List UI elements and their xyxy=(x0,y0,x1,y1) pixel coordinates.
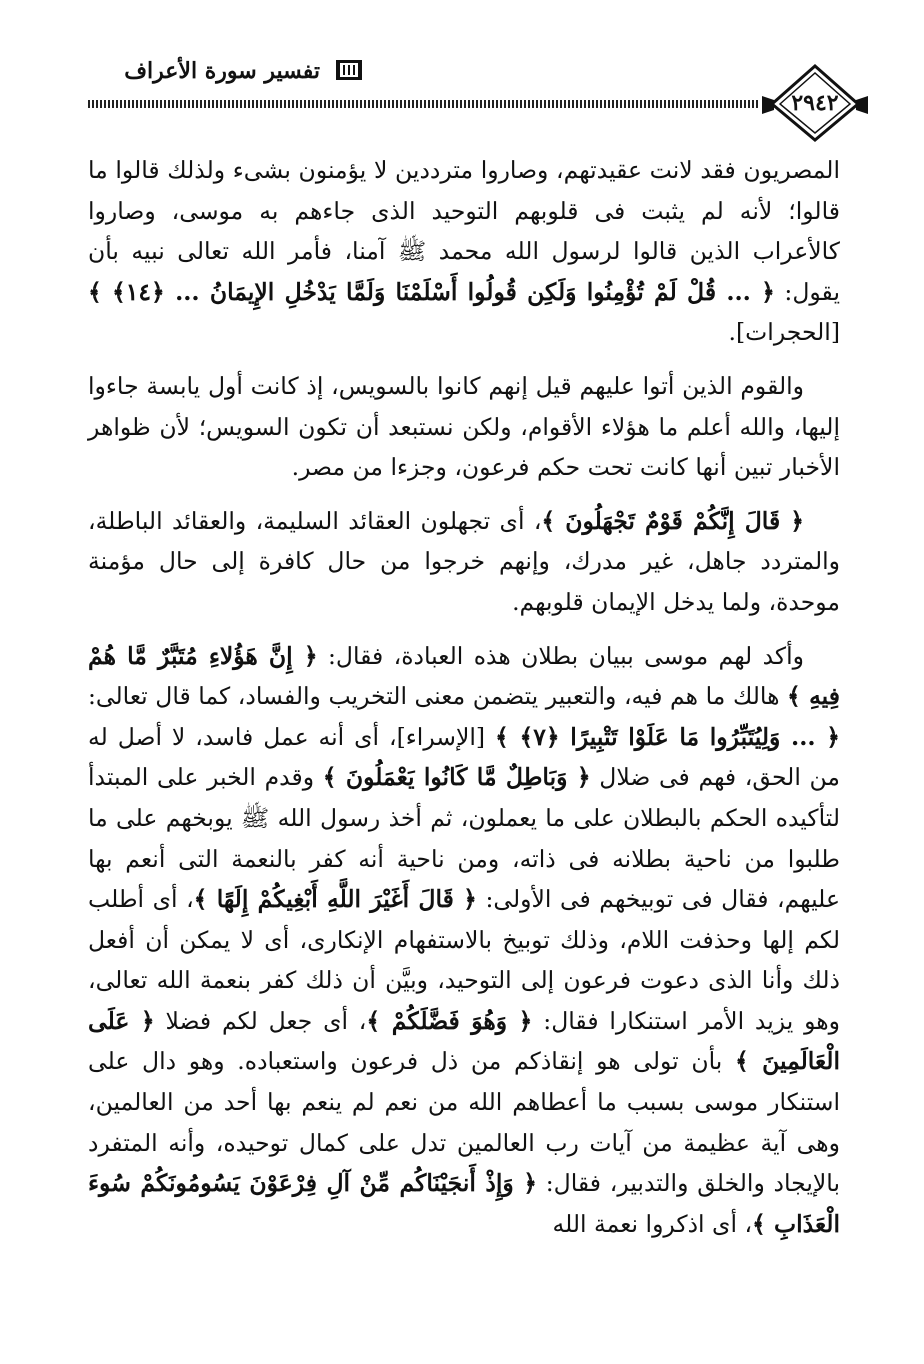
quran-verse: ﴿ قَالَ إِنَّكُمْ قَوْمٌ تَجْهَلُونَ ﴾ xyxy=(541,506,804,535)
commentary-text xyxy=(88,150,840,1257)
paragraph-text: المصريون فقد لانت عقيدتهم، وصاروا مترددين لا يؤمنون بشىء ولذلك قالوا ما قالوا؛ لأنه لم يثبت فى قلوبهم التوحيد الذى جاءهم به موسى، وصاروا كالأعراب الذين قالوا لرسول الله محمد ﷺ آمنا، فأمر الله تعالى نبيه بأن يقول: xyxy=(88,156,840,306)
paragraph-text: ، أى تجهلون العقائد السليمة، والعقائد الباطلة، والمتردد جاهل، غير مدرك، وإنهم خرجوا من حال كافرة إلى حال مؤمنة موحدة، ولما يدخل الإيمان قلوبهم. xyxy=(88,506,840,616)
paragraph-text: ، أى اذكروا نعمة الله xyxy=(552,1209,753,1238)
quran-verse: ﴿ وَإِذْ أَنجَيْنَاكُم مِّنْ آلِ فِرْعَوْنَ يَسُومُونَكُمْ سُوءَ الْعَذَابِ ﴾ xyxy=(88,1169,840,1238)
paragraph-text: بأن تولى هو إنقاذكم من ذل فرعون واستعباده. وهو دال على استنكار موسى بسبب ما أعطاهم الله من نعم لم ينعم بها أحد من العالمين، وهى آية عظيمة من آيات رب العالمين تدل على كمال توحيده، وأنه المتفرد بالإيجاد والخلق والتدبير، فقال: xyxy=(88,1047,840,1198)
paragraph-p3 xyxy=(88,501,840,623)
quran-verse: ﴿ إِنَّ هَؤُلاءِ مُتَبَّرٌ مَّا هُمْ فِيهِ ﴾ xyxy=(88,641,841,711)
paragraph-text: [الإسراء]، أى أنه عمل فاسد، لا أصل له من الحق، فهم فى ضلال xyxy=(88,722,840,792)
running-title: تفسير سورة الأعراف xyxy=(124,58,320,84)
paragraph-p4 xyxy=(88,636,840,1245)
paragraph-text: [الحجرات]. xyxy=(728,318,840,347)
ornament-icon xyxy=(334,58,364,82)
quran-verse: ﴿ قَالَ أَغَيْرَ اللَّهِ أَبْغِيكُمْ إِلَهًا ﴾ xyxy=(193,885,477,914)
quran-verse: ﴿ ... قُلْ لَمْ تُؤْمِنُوا وَلَكِن قُولُوا أَسْلَمْنَا وَلَمَّا يَدْخُلِ الإِيمَانُ ... ﴿١٤﴾ ﴾ xyxy=(88,277,775,306)
page-number: ٢٩٤٢ xyxy=(791,90,839,116)
paragraph-text: وقدم الخبر على المبتدأ لتأكيده الحكم بالبطلان على ما يعملون، ثم أخذ رسول الله ﷺ يوبخهم على ما طلبوا من ناحية بطلانه فى ذاته، ومن ناحية أنه كفر بالنعمة التى أنعم بها عليهم، فقال فى توبيخهم فى الأولى: xyxy=(88,763,840,914)
quran-verse: ﴿ وَهُوَ فَضَّلَكُمْ ﴾ xyxy=(366,1006,533,1035)
page-header xyxy=(0,0,924,150)
paragraph-p2 xyxy=(88,366,840,488)
quran-verse: ﴿ عَلَى الْعَالَمِينَ ﴾ xyxy=(88,1006,840,1076)
paragraph-text: ، أى أطلب لكم إلها وحذفت اللام، وذلك توبيخ بالاستفهام الإنكارى، أى لا يمكن أن أفعل ذلك وأنا الذى دعوت فرعون إلى التوحيد، وبيَّن أن ذلك كفر بنعمة الله تعالى، وهو يزيد الأمر استنكارا فقال: xyxy=(88,885,841,1035)
quran-verse: ﴿ وَبَاطِلٌ مَّا كَانُوا يَعْمَلُونَ ﴾ xyxy=(322,763,591,792)
header-rule xyxy=(88,100,760,108)
paragraph-text: والقوم الذين أتوا عليهم قيل إنهم كانوا بالسويس، إذ كانت أول يابسة جاءوا إليها، والله أعلم ما هؤلاء الأقوام، ولكن نستبعد أن تكون السويس؛ لأن ظواهر الأخبار تبين أنها كانت تحت حكم فرعون، وجزءا من مصر. xyxy=(88,371,840,482)
quran-verse: ﴿ ... وَلِيُتَبِّرُوا مَا عَلَوْا تَتْبِيرًا ﴿٧﴾ ﴾ xyxy=(495,722,841,751)
paragraph-p1 xyxy=(88,150,840,353)
paragraph-text: ، أى جعل لكم فضلا xyxy=(154,1006,367,1035)
paragraph-text: هالك ما هم فيه، والتعبير يتضمن معنى التخريب والفساد، كما قال تعالى: xyxy=(88,682,788,711)
paragraph-text: وأكد لهم موسى ببيان بطلان هذه العبادة، فقال: xyxy=(317,641,804,670)
